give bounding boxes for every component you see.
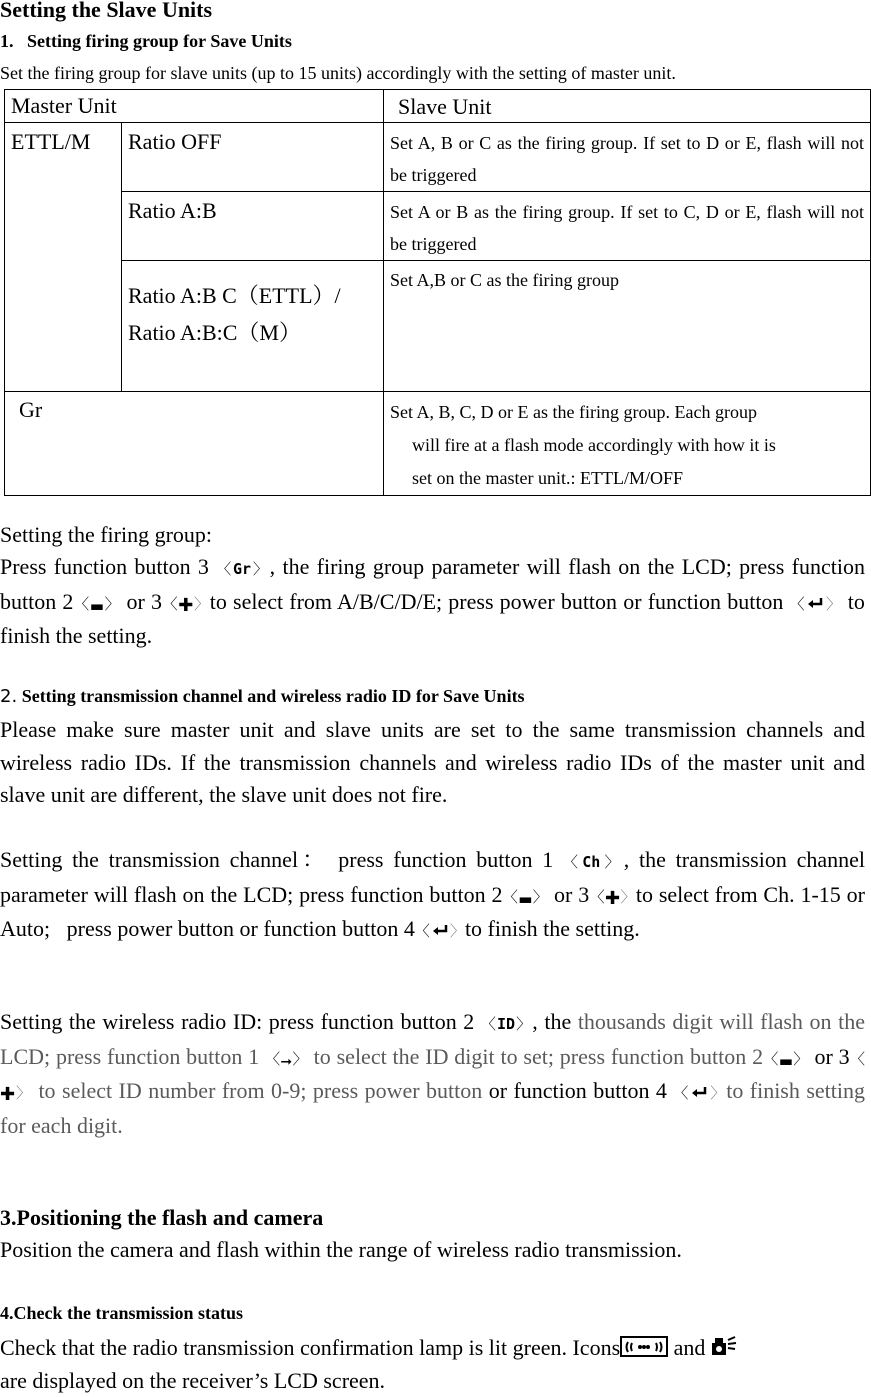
- angle-close-icon: 〉: [193, 594, 210, 613]
- angle-open-icon: 〈: [502, 887, 519, 906]
- angle-open-icon: 〈: [73, 594, 90, 613]
- section1-intro: Set the firing group for slave units (up to 15 units) accordingly with the setting of master unit.: [0, 63, 676, 83]
- mode-ratio-abc-ettl: Ratio A:B C（ETTL）/: [128, 283, 341, 308]
- mode-ratio-abc: [122, 261, 384, 392]
- id-text-3: thousands digit will flash on the LCD; press function button 1: [0, 1009, 865, 1069]
- slave-desc-ratio-abc: Set A,B or C as the firing group: [384, 261, 871, 392]
- angle-open-icon: 〈: [763, 1049, 779, 1068]
- channel-text-3: or 3: [548, 881, 590, 907]
- angle-close-icon: 〉: [532, 887, 549, 906]
- slave-desc-ratio-ab: Set A or B as the firing group. If set to C, D or E, flash will not be triggered: [384, 192, 871, 261]
- angle-open-icon: 〈: [789, 594, 806, 613]
- header-master-unit: Master Unit: [5, 90, 384, 123]
- id-text-1: Setting the wireless radio ID: press function button 2: [0, 1009, 481, 1034]
- plus-icon: ✚: [605, 887, 621, 909]
- section2-heading-text: Setting transmission channel and wireless radio ID for Save Units: [21, 686, 525, 706]
- channel-instructions: [0, 844, 865, 948]
- id-text-5: or 3: [808, 1043, 850, 1069]
- id-text-9: to finish setting for each digit.: [0, 1078, 865, 1138]
- id-text-4: to select the ID digit to set; press function button 2: [307, 1043, 764, 1069]
- angle-open-icon: 〈: [414, 922, 430, 940]
- radio-id-instructions: [0, 1006, 865, 1142]
- firing-group-table: [4, 89, 871, 496]
- firing-group-instructions: [0, 551, 865, 653]
- page-title: Setting the Slave Units: [0, 0, 213, 22]
- minus-icon: ▬: [89, 596, 104, 615]
- ch-button-icon: Ch: [582, 853, 601, 871]
- angle-open-icon: 〈: [849, 1049, 865, 1068]
- plus-icon: ✚: [0, 1084, 16, 1105]
- flash-receiver-icon: [711, 1335, 737, 1359]
- id-text-8: function button 4: [507, 1078, 674, 1103]
- id-text-2: , the: [532, 1009, 578, 1034]
- channel-text-2: , the transmission channel parameter will flash on the LCD; press function button 2: [0, 847, 865, 907]
- angle-open-icon: 〈: [562, 853, 583, 871]
- radio-link-icon: [620, 1335, 668, 1359]
- slave-desc-ratio-off: Set A, B or C as the firing group. If set to D or E, flash will not be triggered: [384, 123, 871, 192]
- id-text-7: or: [488, 1078, 508, 1103]
- minus-icon: ▬: [518, 889, 533, 908]
- firing-text-2: , the firing group parameter will flash on the LCD; press function button 2: [0, 554, 865, 614]
- mode-ratio-off: Ratio OFF: [122, 123, 384, 192]
- angle-close-icon: 〉: [600, 853, 624, 871]
- minus-icon: ▬: [778, 1051, 793, 1070]
- section4-text-3: are displayed on the receiver’s LCD screen.: [0, 1367, 386, 1393]
- section3-text: Position the camera and flash within the range of wireless radio transmission.: [0, 1237, 682, 1262]
- plus-icon: ✚: [178, 594, 194, 616]
- angle-close-icon: 〉: [620, 887, 636, 906]
- section4-text-1: Check that the radio transmission confirmation lamp is lit green. Icons: [0, 1335, 621, 1360]
- angle-close-icon: 〉: [449, 922, 465, 940]
- section4-text: [0, 1332, 865, 1397]
- angle-open-icon: 〈: [673, 1084, 690, 1102]
- section2-heading-number: 2.: [0, 686, 18, 707]
- angle-open-icon: 〈: [589, 887, 606, 906]
- firing-text-4: to select from A/B/C/D/E; press power button or function button: [209, 588, 790, 614]
- section3-heading: 3.Positioning the flash and camera: [0, 1205, 324, 1230]
- angle-close-icon: 〉: [292, 1049, 308, 1068]
- id-button-icon: ID: [497, 1015, 516, 1033]
- enter-icon: [805, 595, 825, 611]
- angle-close-icon: 〉: [709, 1084, 727, 1102]
- section2-heading: [0, 684, 865, 709]
- angle-open-icon: 〈: [265, 1049, 281, 1068]
- firing-text-1: Press function button 3: [0, 554, 217, 579]
- gr-desc-line2: will fire at a flash mode accordingly with how it is: [412, 435, 776, 455]
- id-text-6: to select ID number from 0-9; press power button: [32, 1078, 489, 1103]
- mode-ratio-abc-m: Ratio A:B:C（M）: [128, 320, 301, 345]
- enter-icon: [689, 1084, 709, 1100]
- gr-desc-line1: Set A, B, C, D or E as the firing group. Each group: [390, 402, 757, 422]
- angle-open-icon: 〈: [480, 1015, 497, 1033]
- enter-icon: [430, 922, 450, 938]
- ettl-m-cell: ETTL/M: [5, 123, 122, 392]
- firing-text-3: or 3: [120, 588, 162, 614]
- section2-paragraph: Please make sure master unit and slave units are set to the same transmission channels and wireless radio IDs. If the transmission channels and wireless radio IDs of the master unit and slave unit are different, the slave unit does not fire.: [0, 717, 865, 807]
- angle-close-icon: 〉: [515, 1015, 533, 1033]
- angle-open-icon: 〈: [161, 594, 179, 613]
- channel-text-1: Setting the transmission channel： press function button 1: [0, 847, 563, 872]
- angle-close-icon: 〉: [251, 560, 270, 578]
- gr-desc-line3: set on the master unit.: ETTL/M/OFF: [412, 468, 683, 488]
- angle-close-icon: 〉: [15, 1084, 32, 1102]
- angle-open-icon: 〈: [216, 560, 233, 578]
- section1-heading: 1. Setting firing group for Save Units: [0, 31, 292, 51]
- gr-cell: Gr: [5, 392, 384, 496]
- firing-text-5: to finish the setting.: [0, 588, 865, 648]
- channel-text-4: to select from Ch. 1-15 or Auto; press power button or function button 4: [0, 881, 865, 941]
- mode-ratio-ab: Ratio A:B: [122, 192, 384, 261]
- firing-group-label: Setting the firing group:: [0, 522, 213, 547]
- section4-heading: 4.Check the transmission status: [0, 1303, 244, 1323]
- angle-close-icon: 〉: [825, 594, 842, 613]
- angle-close-icon: 〉: [103, 594, 121, 613]
- angle-close-icon: 〉: [792, 1049, 809, 1068]
- arrow-right-icon: ➞: [280, 1053, 293, 1070]
- header-slave-unit: Slave Unit: [384, 90, 871, 123]
- channel-text-5: to finish the setting.: [464, 916, 640, 941]
- section4-text-2: and: [668, 1335, 711, 1360]
- gr-button-icon: Gr: [233, 560, 252, 578]
- slave-desc-gr: [384, 392, 871, 496]
